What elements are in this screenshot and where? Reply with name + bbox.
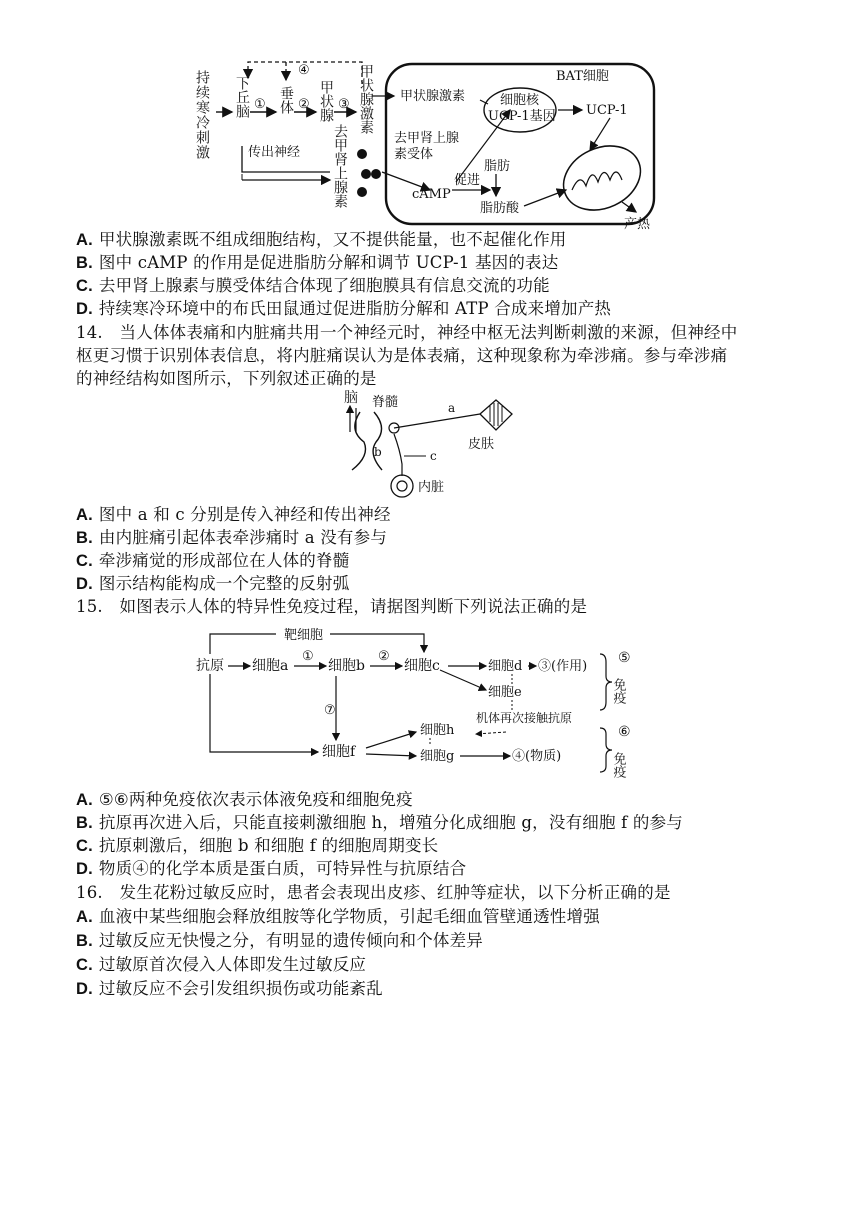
q15-option-b[interactable] bbox=[76, 812, 683, 834]
immunity-diagram bbox=[190, 622, 660, 782]
q13-option-d-letter: D. bbox=[76, 300, 93, 318]
q16-option-b-letter: B. bbox=[76, 932, 93, 950]
q15-option-d-letter: D. bbox=[76, 860, 93, 878]
q16-option-a-letter: A. bbox=[76, 908, 93, 926]
fatty-acid-label: 脂肪酸 bbox=[480, 201, 520, 216]
q16-option-d-text: 过敏反应不会引发组织损伤或功能紊乱 bbox=[98, 979, 383, 998]
nucleus-label: 细胞核 bbox=[500, 93, 540, 108]
q13-option-d-text: 持续寒冷环境中的布氏田鼠通过促进脂肪分解和 ATP 合成来增加产热 bbox=[98, 299, 612, 318]
q16-option-c-letter: C. bbox=[76, 956, 93, 974]
q16-option-c[interactable] bbox=[76, 954, 366, 976]
q14-option-a[interactable] bbox=[76, 504, 391, 526]
q14-option-b[interactable] bbox=[76, 527, 387, 549]
skin-label: 皮肤 bbox=[468, 437, 495, 452]
cell-c-label: 细胞c bbox=[404, 658, 440, 674]
q13-option-d[interactable] bbox=[76, 298, 611, 320]
skin-receptor bbox=[480, 400, 512, 430]
q13-option-c-text: 去甲肾上腺素与膜受体结合体现了细胞膜具有信息交流的功能 bbox=[98, 276, 550, 295]
viscera-label: 内脏 bbox=[418, 480, 445, 495]
receptor-label-2: 素受体 bbox=[394, 147, 434, 162]
q13-option-b[interactable] bbox=[76, 252, 558, 274]
cell-f-label: 细胞f bbox=[322, 744, 356, 760]
nerve-c-label: c bbox=[430, 449, 437, 463]
adrenaline-dot bbox=[371, 169, 381, 179]
step-4-label: ④ bbox=[298, 63, 310, 78]
q14-stem-line-2: 枢更习惯于识别体表信息，将内脏痛误认为是体表痛，这种现象称为牵涉痛。参与牵涉痛 bbox=[76, 346, 728, 365]
q14-option-b-text: 由内脏痛引起体表牵涉痛时 a 没有参与 bbox=[98, 528, 388, 547]
cold-stimulus-label: 持续寒冷刺激 bbox=[194, 70, 210, 160]
q16-option-d[interactable] bbox=[76, 978, 383, 1000]
q16-option-b[interactable] bbox=[76, 930, 483, 952]
cell-b-label: 细胞b bbox=[328, 658, 365, 674]
cell-h-label: 细胞h bbox=[420, 723, 455, 738]
adrenaline-dot bbox=[357, 149, 367, 159]
nerve-a-label: a bbox=[448, 401, 456, 415]
q16-option-d-letter: D. bbox=[76, 980, 93, 998]
q13-option-a-letter: A. bbox=[76, 231, 93, 249]
q16-option-a-text: 血液中某些细胞会释放组胺等化学物质，引起毛细血管壁通透性增强 bbox=[98, 907, 600, 926]
spinal-cord-label: 脊髓 bbox=[372, 395, 399, 410]
receptor-label-1: 去甲肾上腺 bbox=[394, 131, 460, 146]
q14-option-d[interactable] bbox=[76, 573, 349, 595]
substance-4-label: ④(物质) bbox=[512, 749, 562, 764]
q15-option-b-text: 抗原再次进入后，只能直接刺激细胞 h，增殖分化成细胞 g，没有细胞 f 的参与 bbox=[98, 813, 683, 832]
step-1-label: ① bbox=[254, 97, 266, 112]
q14-option-d-text: 图示结构能构成一个完整的反射弧 bbox=[98, 574, 350, 593]
promote-label: 促进 bbox=[454, 173, 481, 188]
q13-option-c[interactable] bbox=[76, 275, 550, 297]
q16-option-b-text: 过敏反应无快慢之分，有明显的遗传倾向和个体差异 bbox=[98, 931, 484, 950]
adrenaline-dot bbox=[361, 169, 371, 179]
q16-stem: 16. 发生花粉过敏反应时，患者会表现出皮疹、红肿等症状，以下分析正确的是 bbox=[76, 883, 671, 902]
target-cell-label: 靶细胞 bbox=[284, 628, 324, 643]
q14-option-c[interactable] bbox=[76, 550, 349, 572]
brain-label: 脑 bbox=[344, 390, 358, 406]
re-exposure-label: 机体再次接触抗原 bbox=[476, 711, 573, 725]
mitochondrion bbox=[553, 134, 651, 222]
q14-stem-line-1: 14. 当人体体表痛和内脏痛共用一个神经元时，神经中枢无法判断刺激的来源，但神经中 bbox=[76, 323, 738, 342]
immunity-6-number: ⑥ bbox=[618, 724, 631, 740]
q15-stem: 15. 如图表示人体的特异性免疫过程，请据图判断下列说法正确的是 bbox=[76, 597, 588, 616]
pituitary-label: 垂体 bbox=[278, 86, 294, 114]
q15-option-c-letter: C. bbox=[76, 837, 93, 855]
step-7-label: ⑦ bbox=[324, 703, 336, 718]
q15-option-a-letter: A. bbox=[76, 791, 93, 809]
cell-g-label: 细胞g bbox=[420, 749, 455, 764]
ucp1-protein-label: UCP-1 bbox=[586, 103, 628, 118]
cell-a-label: 细胞a bbox=[252, 658, 289, 674]
q15-option-d[interactable] bbox=[76, 858, 466, 880]
q13-option-a-text: 甲状腺激素既不组成细胞结构，又不提供能量，也不起催化作用 bbox=[98, 230, 567, 249]
q14-option-c-letter: C. bbox=[76, 552, 93, 570]
step-2-label: ② bbox=[378, 649, 390, 664]
viscera-circle bbox=[391, 475, 413, 497]
hypothalamus-label: 下丘脑 bbox=[234, 76, 250, 118]
q14-option-a-text: 图中 a 和 c 分别是传入神经和传出神经 bbox=[98, 505, 391, 524]
action-3-label: ③(作用) bbox=[538, 659, 588, 674]
immunity-6-label: 免疫 bbox=[610, 752, 626, 778]
referred-pain-diagram bbox=[330, 390, 530, 500]
thyroid-hormone-label: 甲状腺激素 bbox=[400, 89, 466, 104]
q14-option-b-letter: B. bbox=[76, 529, 93, 547]
bat-cell-label: BAT细胞 bbox=[556, 69, 609, 84]
adrenaline-dot bbox=[357, 187, 367, 197]
adrenaline-label: 去甲肾上腺素 bbox=[332, 124, 348, 208]
step-1-label: ① bbox=[302, 649, 314, 664]
q15-option-b-letter: B. bbox=[76, 814, 93, 832]
step-2-label: ② bbox=[298, 97, 310, 112]
thyroid-label: 甲状腺 bbox=[318, 80, 334, 122]
immunity-5-label: 免疫 bbox=[610, 678, 626, 704]
camp-label: cAMP bbox=[412, 187, 451, 202]
q13-option-b-letter: B. bbox=[76, 254, 93, 272]
nerve-b-label: b bbox=[374, 445, 382, 459]
thermogenesis-diagram bbox=[190, 50, 660, 230]
fat-label: 脂肪 bbox=[484, 159, 511, 174]
q14-option-d-letter: D. bbox=[76, 575, 93, 593]
heat-label: 产热 bbox=[624, 217, 651, 230]
ucp1-gene-label: UCP-1基因 bbox=[488, 109, 556, 124]
q13-option-b-text: 图中 cAMP 的作用是促进脂肪分解和调节 UCP-1 基因的表达 bbox=[98, 253, 559, 272]
q16-option-c-text: 过敏原首次侵入人体即发生过敏反应 bbox=[98, 955, 367, 974]
q13-option-c-letter: C. bbox=[76, 277, 93, 295]
q14-option-a-letter: A. bbox=[76, 506, 93, 524]
q15-option-d-text: 物质④的化学本质是蛋白质，可特异性与抗原结合 bbox=[98, 859, 467, 878]
efferent-nerve-label: 传出神经 bbox=[248, 145, 301, 160]
cell-d-label: 细胞d bbox=[488, 659, 523, 674]
q15-option-c[interactable] bbox=[76, 835, 438, 857]
q15-option-c-text: 抗原刺激后，细胞 b 和细胞 f 的细胞周期变长 bbox=[98, 836, 439, 855]
cell-e-label: 细胞e bbox=[488, 685, 522, 700]
q14-option-c-text: 牵涉痛觉的形成部位在人体的脊髓 bbox=[98, 551, 350, 570]
thyroid-hormone-vertical: 甲状腺激素 bbox=[358, 64, 374, 134]
q13-option-a[interactable] bbox=[76, 229, 567, 251]
q15-option-a-text: ⑤⑥两种免疫依次表示体液免疫和细胞免疫 bbox=[98, 790, 413, 809]
antigen-label: 抗原 bbox=[196, 658, 224, 674]
step-3-label: ③ bbox=[338, 97, 350, 112]
q15-option-a[interactable] bbox=[76, 789, 413, 811]
immunity-5-number: ⑤ bbox=[618, 650, 631, 666]
q14-stem-line-3: 的神经结构如图所示，下列叙述正确的是 bbox=[76, 369, 377, 388]
q16-option-a[interactable] bbox=[76, 906, 600, 928]
